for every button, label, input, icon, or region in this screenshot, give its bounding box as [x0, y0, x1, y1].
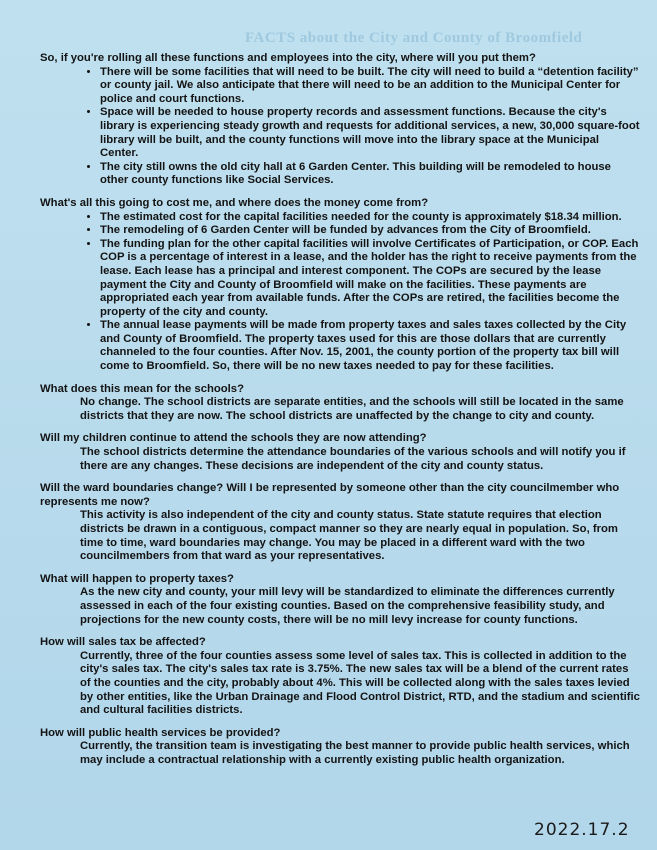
bullet-item: • Space will be needed to house property records and assessment functions. Because the city's library is experiencing steady growth and requests for additional services, a new, 30,000 square-foot library will be built, and the county functions will move into the library space at the Municipal Center.	[100, 106, 640, 160]
bullet-item: • The funding plan for the other capital facilities will involve Certificates of Participation, or COP. Each COP is a percentage of interest in a lease, and the holder has the right to receive payments from the lease. Each lease has a principal and interest component. The COPs are secured by the lease payment the City and County of Broomfield will make on the facilities. These payments are appropriated each year from available funds. After the COPs are retired, the facilities become the property of the city and county.	[100, 238, 640, 320]
answer: The school districts determine the attendance boundaries of the various schools and will notify you if there are any changes. These decisions are independent of the city and county status.	[80, 446, 626, 472]
question: What's all this going to cost me, and where does the money come from?	[40, 196, 429, 209]
bullet-item: • The estimated cost for the capital facilities needed for the county is approximately $18.34 million.	[100, 211, 640, 225]
bullet-item: • The annual lease payments will be made from property taxes and sales taxes collected by the City and County of Broomfield. The property taxes used for this are those dollars that are currently channeled to the four counties. After Nov. 15, 2001, the county portion of the property tax bill will come to Broomfield. So, there will be no new taxes needed to pay for these facilities.	[100, 319, 640, 373]
question: What will happen to property taxes?	[40, 572, 234, 585]
bullet-list	[80, 211, 640, 374]
faq-section-schools	[40, 383, 640, 424]
faq-content	[40, 52, 640, 777]
bullet-item: • There will be some facilities that will need to be built. The city will need to build a “detention facility” or county jail. We also anticipate that there will need to be an addition to the Municipal Center for police and court functions.	[100, 66, 640, 107]
question: So, if you're rolling all these functions and employees into the city, where will you put them?	[40, 52, 536, 64]
faq-section-cost	[40, 197, 640, 374]
bullet-item: • The remodeling of 6 Garden Center will be funded by advances from the City of Broomfield.	[100, 224, 640, 238]
bleed-through-heading: FACTS about the City and County of Broomfield	[245, 30, 583, 46]
question: How will sales tax be affected?	[40, 636, 206, 649]
answer: Currently, the transition team is investigating the best manner to provide public health services, which may include a contractual relationship with a currently existing public health organization.	[80, 740, 630, 766]
faq-section-sales-tax	[40, 636, 640, 718]
handwritten-note: 2022.17.2	[534, 820, 630, 840]
faq-section-property-taxes	[40, 573, 640, 627]
faq-section-public-health	[40, 727, 640, 768]
answer: Currently, three of the four counties assess some level of sales tax. This is collected in addition to the city's sales tax. The city's sales tax rate is 3.75%. The new sales tax will be a blend of the current rates of the counties and the city, probably about 4%. This will be collected along with the sales taxes levied by other entities, like the Urban Drainage and Flood Control District, RTD, and the stadium and scientific and cultural facilities districts.	[80, 649, 640, 717]
question: Will my children continue to attend the schools they are now attending?	[40, 432, 427, 445]
bullet-list	[80, 66, 640, 188]
answer: As the new city and county, your mill levy will be standardized to eliminate the differences currently assessed in each of the four existing counties. Based on the comprehensive feasibility study, and projections for the new county costs, there will be no mill levy increase for county functions.	[80, 586, 615, 626]
faq-section-attendance	[40, 432, 640, 473]
question: How will public health services be provided?	[40, 726, 281, 739]
question: What does this mean for the schools?	[40, 382, 244, 395]
answer: No change. The school districts are separate entities, and the schools will still be located in the same districts that they are now. The school districts are unaffected by the change to city and county.	[80, 396, 624, 422]
faq-section-wards	[40, 482, 640, 564]
question: Will the ward boundaries change? Will I be represented by someone other than the city councilmember who represents me now?	[40, 482, 620, 508]
faq-section-facilities	[40, 52, 640, 188]
bullet-item: • The city still owns the old city hall at 6 Garden Center. This building will be remodeled to house other county functions like Social Services.	[100, 161, 640, 188]
answer: This activity is also independent of the city and county status. State statute requires that election districts be drawn in a contiguous, compact manner so they are nearly equal in population. So, from time to time, ward boundaries may change. You may be placed in a different ward with the two councilmembers from that ward as your representatives.	[80, 509, 618, 563]
